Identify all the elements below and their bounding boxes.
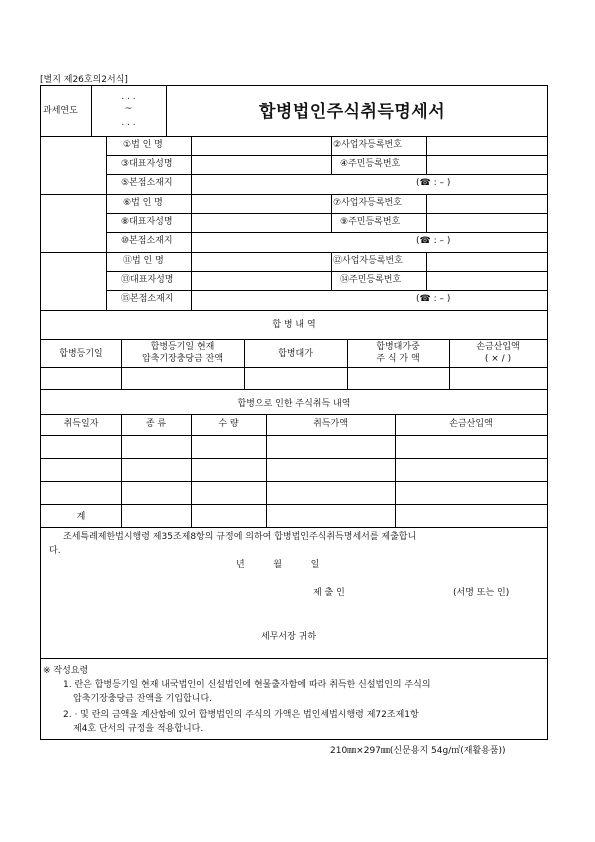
divider <box>41 367 547 368</box>
date-line: 년 월 일 <box>236 560 320 570</box>
resident-no-label: ⑨주민등록번호 <box>340 217 401 227</box>
divider <box>41 339 547 340</box>
paper-spec-footer: 210㎜×297㎜(신문용지 54g/㎡(재활용품)) <box>330 746 506 756</box>
merger-consideration-header: 합병대가 <box>278 349 313 359</box>
biz-reg-no-label: ⑫사업자등록번호 <box>333 256 403 266</box>
declaration-text-cont: 다. <box>49 546 61 556</box>
divider <box>106 194 107 252</box>
instructions-heading: ※ 작성요령 <box>43 666 89 676</box>
divider <box>244 339 245 389</box>
divider <box>395 414 396 527</box>
period-start-dots: . . . <box>121 92 136 102</box>
table-row <box>41 435 547 436</box>
resident-no-label: ⑭주민등록번호 <box>340 275 402 285</box>
corp-name-label: ⑥법 인 명 <box>123 198 163 208</box>
divider <box>106 252 107 310</box>
divider <box>191 232 192 252</box>
phone-field: (☎ : – ) <box>416 236 451 246</box>
divider <box>41 252 547 253</box>
biz-reg-no-label: ⑦사업자등록번호 <box>333 198 402 208</box>
hq-address-label: ⑤본점소재지 <box>121 178 173 188</box>
deductible-header-line1: 손금산입액 <box>476 342 520 352</box>
instruction-2-cont: 제4호 단서의 규정을 적용합니다. <box>73 724 204 734</box>
biz-reg-no-label: ②사업자등록번호 <box>333 140 402 150</box>
divider <box>41 194 547 195</box>
period-tilde: ~ <box>124 104 133 114</box>
table-row <box>41 481 547 482</box>
divider <box>106 290 547 291</box>
deductible-header-line2: ( × / ) <box>484 354 512 364</box>
merger-reg-date-header: 합병등기일 <box>59 349 103 359</box>
divider <box>191 414 192 527</box>
divider <box>106 213 547 214</box>
divider <box>191 174 192 194</box>
submitter-label: 제 출 인 <box>313 588 345 598</box>
table-row <box>41 458 547 459</box>
corp-name-label: ①법 인 명 <box>123 140 163 150</box>
corp-name-label: ⑪법 인 명 <box>123 256 164 266</box>
compressed-reserve-header-line1: 합병등기일 현재 <box>150 342 215 352</box>
rep-name-label: ⑬대표자성명 <box>121 275 174 285</box>
form-number-label: [별지 제26호의2서식] <box>40 75 128 85</box>
hq-address-label: ⑮본점소재지 <box>121 294 174 304</box>
rep-name-label: ⑧대표자성명 <box>121 217 173 227</box>
divider <box>106 271 547 272</box>
hq-address-label: ⑩본점소재지 <box>121 236 173 246</box>
divider <box>121 414 122 527</box>
signature-label: (서명 또는 인) <box>453 588 510 598</box>
period-end-dots: . . . <box>121 118 136 128</box>
acq-quantity-header: 수 량 <box>218 419 239 429</box>
divider <box>106 174 547 175</box>
share-value-header-line1: 합병대가중 <box>376 342 420 352</box>
share-value-header-line2: 주 식 가 액 <box>376 354 420 364</box>
acq-date-header: 취득일자 <box>63 419 99 429</box>
divider <box>191 290 192 310</box>
divider <box>266 414 267 527</box>
divider <box>41 136 547 137</box>
instruction-2: 2. · 및 란의 금액을 계산함에 있어 합병법인의 주식의 가액은 법인세법시행령 제72조제1항 <box>63 710 419 720</box>
divider <box>166 86 167 136</box>
instruction-1: 1. 란은 합병등기일 현재 내국법인이 신설법인에 현물출자함에 따라 취득한 신설법인의 주식의 <box>63 680 431 690</box>
divider <box>106 136 107 194</box>
divider <box>41 389 547 390</box>
addressee-label: 세무서장 귀하 <box>261 632 317 642</box>
form-title: 합병법인주식취득명세서 <box>259 102 446 122</box>
table-row <box>41 504 547 505</box>
total-label: 계 <box>76 512 86 522</box>
instruction-1-cont: 압축기장충당금 잔액을 기입합니다. <box>73 694 212 704</box>
acq-price-header: 취득가액 <box>313 419 348 429</box>
compressed-reserve-header-line2: 압축기장충당금 잔액 <box>141 354 224 364</box>
acq-type-header: 종 류 <box>145 419 167 429</box>
acq-deductible-header: 손금산입액 <box>449 419 493 429</box>
divider <box>41 527 547 528</box>
merger-section-title: 합 병 내 역 <box>272 320 316 330</box>
divider <box>41 658 547 659</box>
form-frame <box>40 85 548 740</box>
acquisition-section-title: 합병으로 인한 주식취득 내역 <box>237 399 351 409</box>
phone-field: (☎ : – ) <box>416 294 451 304</box>
resident-no-label: ④주민등록번호 <box>340 159 401 169</box>
phone-field: (☎ : – ) <box>416 178 451 188</box>
rep-name-label: ③대표자성명 <box>121 159 173 169</box>
tax-year-label: 과세연도 <box>43 106 78 116</box>
declaration-text: 조세특례제한법시행령 제35조제8항의 규정에 의하여 합병법인주식취득명세서를 제출합니 <box>63 532 417 542</box>
divider <box>106 232 547 233</box>
divider <box>41 414 547 415</box>
divider <box>106 155 547 156</box>
divider <box>41 310 547 311</box>
